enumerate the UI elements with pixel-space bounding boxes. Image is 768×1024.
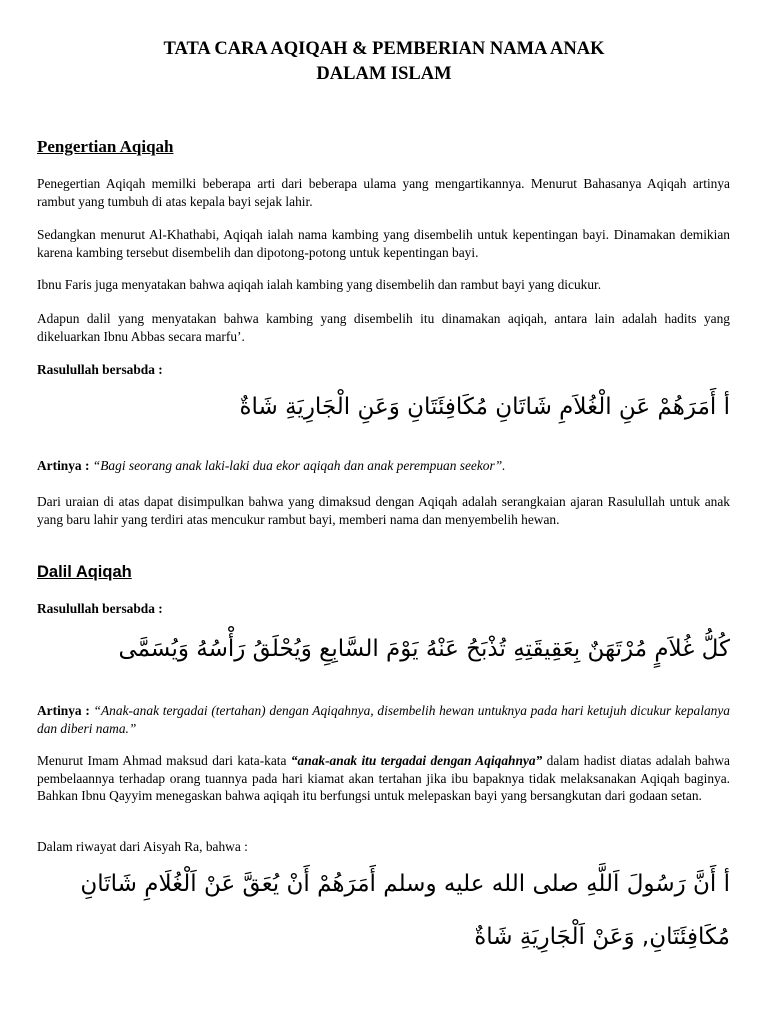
arabic-hadith-2: كُلُّ غُلاَمٍ مُرْتَهَنٌ بِعَقِيقَتِهِ تُذْبَحُ عَنْهُ يَوْمَ السَّابِعِ وَيُحْلَقُ رَأْسُهُ وَيُسَمَّى	[118, 636, 730, 662]
artinya-text-2: “Anak-anak tergadai (tertahan) dengan Aqiqahnya, disembelih hewan untuknya pada hari ketujuh dicukur kepalanya dan diberi nama.”	[37, 703, 730, 736]
imam-ahmad-quote: “anak-anak itu tergadai dengan Aqiqahnya”	[290, 753, 543, 768]
document-title-line-1: TATA CARA AQIQAH & PEMBERIAN NAMA ANAK	[163, 39, 605, 59]
arabic-hadith-1: أ أَمَرَهُمْ عَنِ الْغُلاَمِ شَاتَانِ مُكَافِئَتَانِ وَعَنِ الْجَارِيَةِ شَاةٌ	[239, 394, 730, 420]
paragraph-conclusion: Dari uraian di atas dapat disimpulkan bahwa yang dimaksud dengan Aqiqah adalah serangkaian ajaran Rasulullah untuk anak yang baru lahir yang terdiri atas mencukur rambut bayi, memberi nama dan menyembelih hewan.	[37, 494, 730, 527]
paragraph-al-khathabi: Sedangkan menurut Al-Khathabi, Aqiqah ialah nama kambing yang disembelih untuk kepentingan bayi. Dinamakan demikian karena kambing tersebut disembelih dan dipotong-potong untuk kepentingan bayi.	[37, 227, 730, 260]
artinya-1	[37, 457, 730, 475]
arabic-hadith-3-line-2: مُكَافِئَتَانِ, وَعَنْ اَلْجَارِيَةِ شَاةٌ	[474, 924, 730, 950]
paragraph-dalil-intro: Adapun dalil yang menyatakan bahwa kambing yang disembelih itu dinamakan aqiqah, antara lain adalah hadits yang dikeluarkan Ibnu Abbas secara marfu’.	[37, 311, 730, 344]
arabic-hadith-3-line-1: أ أَنَّ رَسُولَ اَللَّهِ صلى الله عليه وسلم أَمَرَهُمْ أَنْ يُعَقَّ عَنْ اَلْغُلَامِ شَاتَانِ	[80, 871, 730, 897]
rasulullah-label-2: Rasulullah bersabda :	[37, 601, 163, 616]
document-title-line-2: DALAM ISLAM	[316, 64, 452, 84]
paragraph-ibnu-faris: Ibnu Faris juga menyatakan bahwa aqiqah ialah kambing yang disembelih dan rambut bayi yang dicukur.	[37, 277, 602, 292]
section-heading-dalil: Dalil Aqiqah	[37, 563, 132, 581]
imam-ahmad-start: Menurut Imam Ahmad maksud dari kata-kata	[37, 753, 291, 768]
rasulullah-label-1: Rasulullah bersabda :	[37, 362, 163, 377]
artinya-label-2: Artinya :	[37, 703, 90, 718]
artinya-2	[37, 702, 730, 737]
artinya-text-1: “Bagi seorang anak laki-laki dua ekor aqiqah dan anak perempuan seekor”.	[89, 458, 506, 473]
paragraph-imam-ahmad	[37, 752, 730, 805]
artinya-label-1: Artinya :	[37, 458, 90, 473]
section-heading-pengertian: Pengertian Aqiqah	[37, 137, 174, 156]
paragraph-definition: Penegertian Aqiqah memilki beberapa arti dari beberapa ulama yang mengartikannya. Menurut Bahasanya Aqiqah artinya rambut yang tumbuh di atas kepala bayi sejak lahir.	[37, 176, 730, 209]
imam-ahmad-end: dalam hadist diatas adalah bahwa pembelaannya terhadap orang tuannya pada hari kiamat akan tertahan jika ibu bapaknya tidak melaksanakan Aqiqah baginya. Bahkan Ibnu Qayyim menegaskan bahwa aqiqah itu berfungsi untuk melepaskan bayi yang bersangkutan dari godaan setan.	[37, 753, 730, 803]
paragraph-aisyah: Dalam riwayat dari Aisyah Ra, bahwa :	[37, 839, 248, 854]
